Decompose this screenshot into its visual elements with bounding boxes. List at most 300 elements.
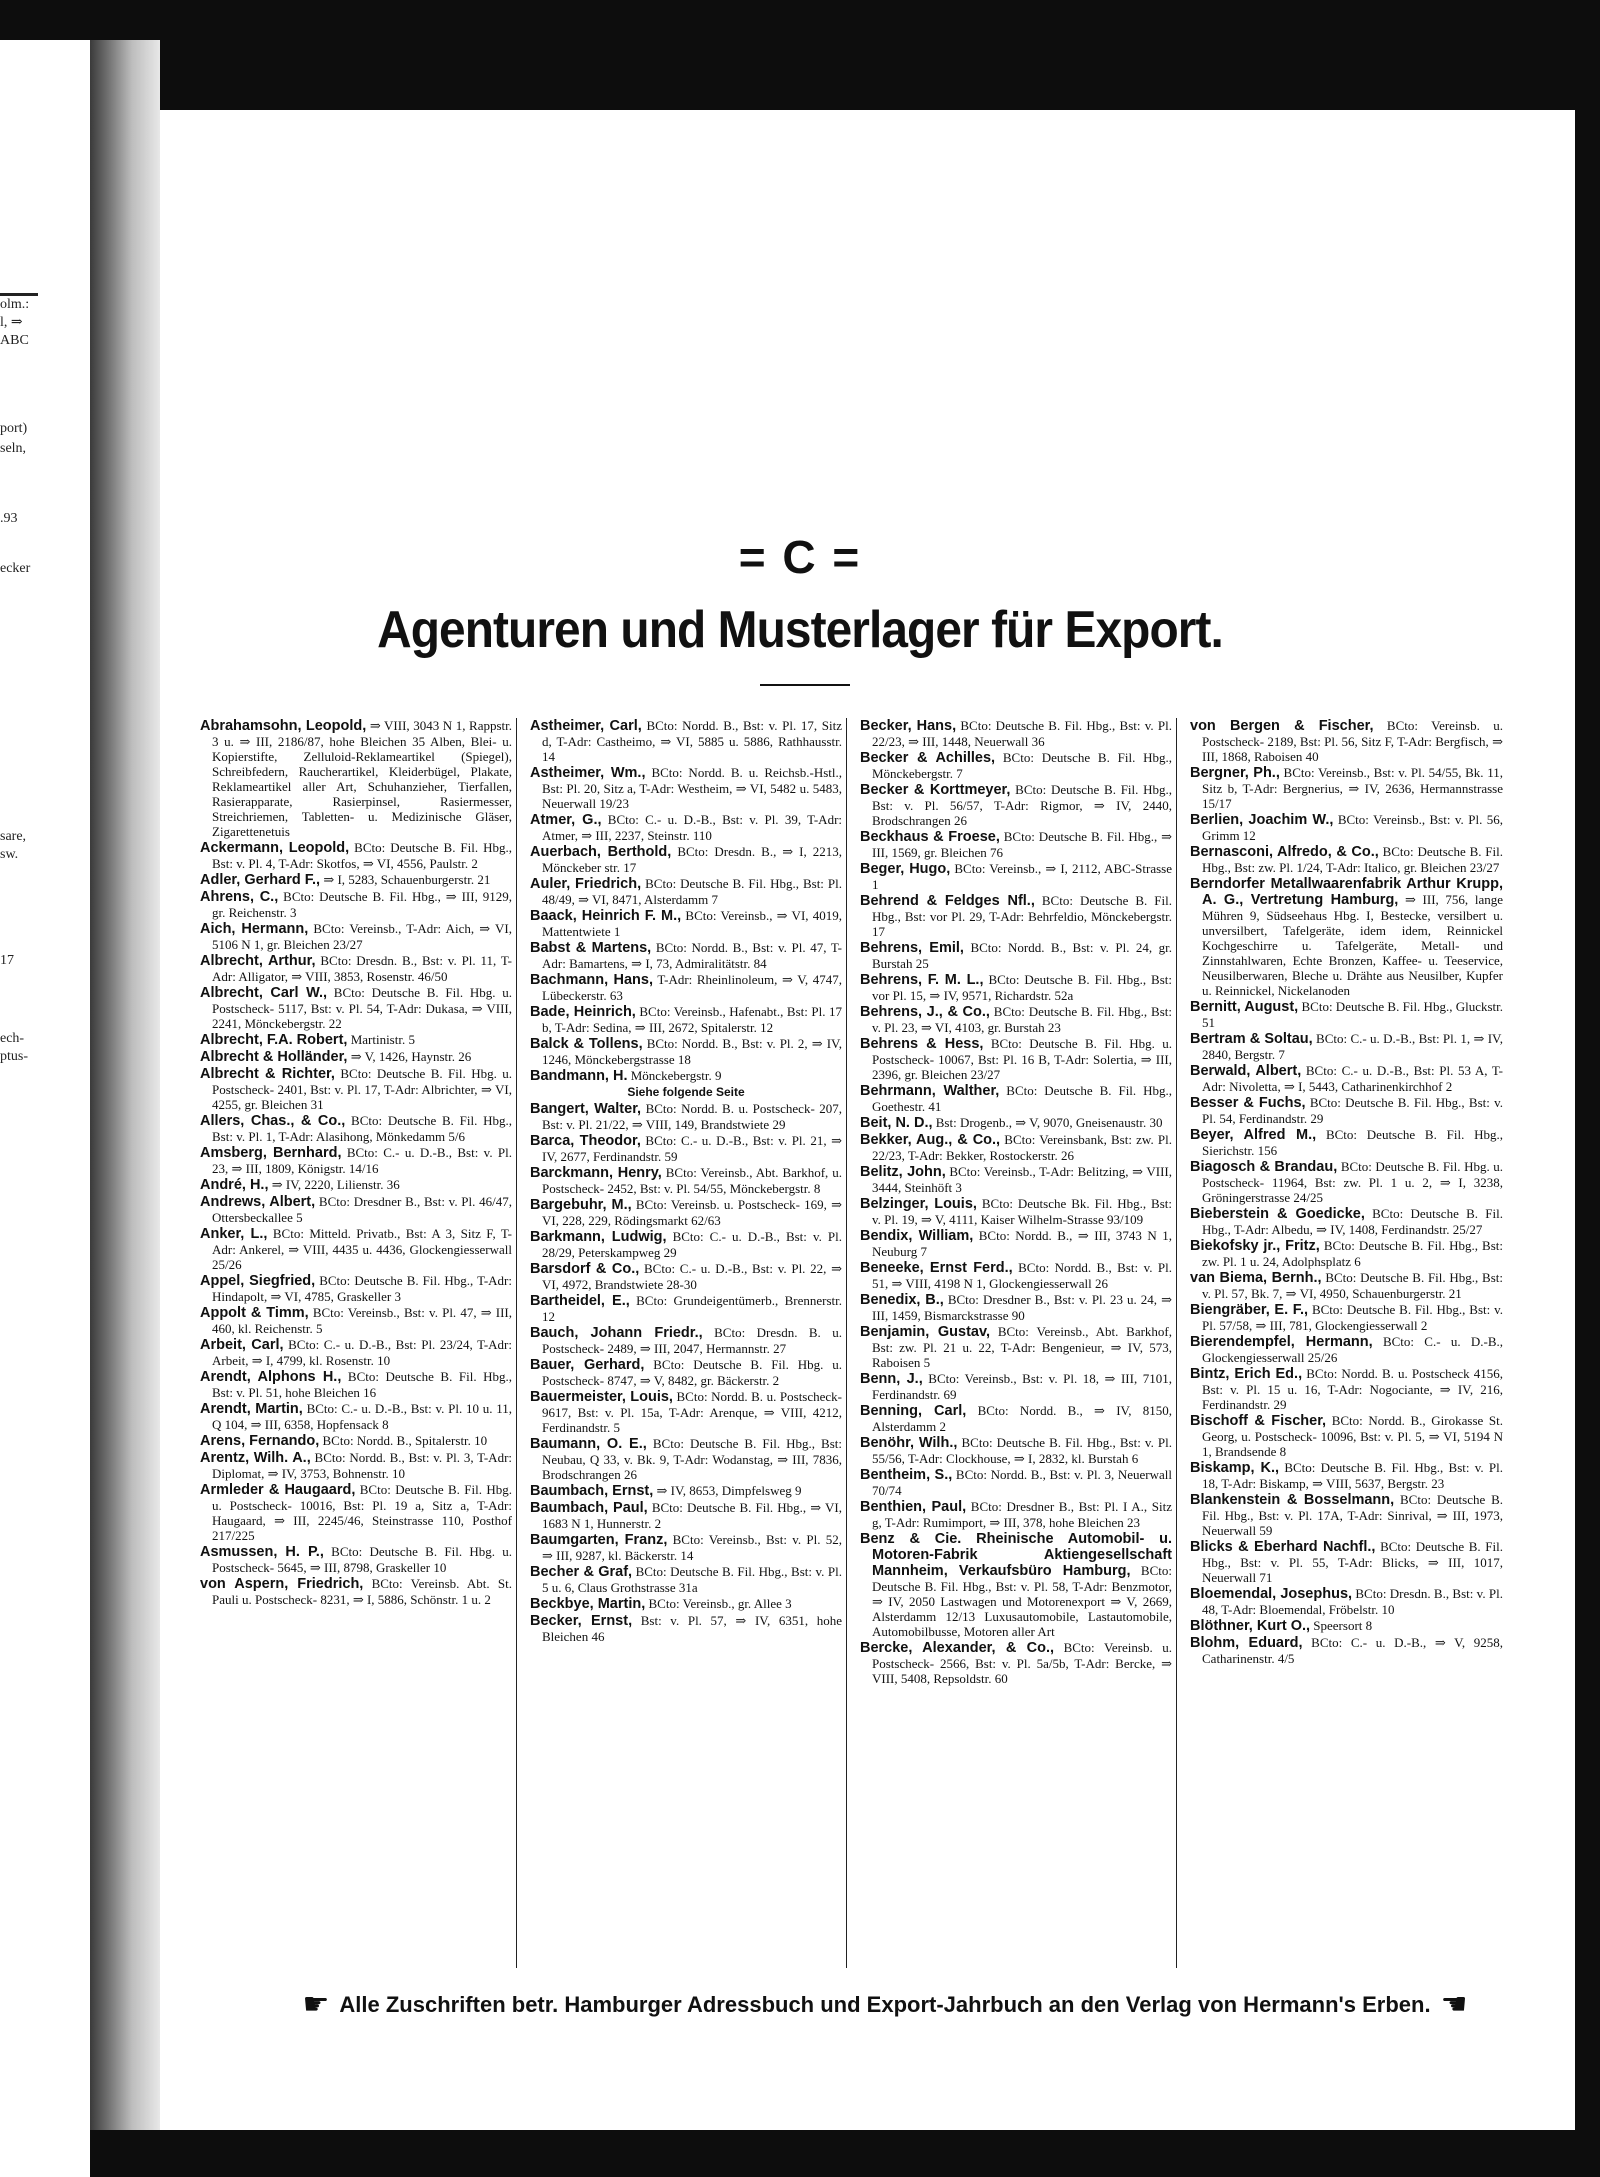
- firm-details: BCto: Deutsche B. Fil. Hbg., Bst: v. Pl. 18, T-Adr: Biskamp, ⇒ VIII, 5637, Bergstr. 23: [1202, 1460, 1504, 1491]
- footer-notice: [190, 1985, 1580, 2025]
- margin-fragment: sw.: [0, 847, 19, 862]
- scan-frame-top: [0, 0, 1600, 110]
- directory-entry: [530, 1357, 842, 1388]
- directory-entry: [530, 1596, 842, 1612]
- directory-entry: [200, 1369, 512, 1400]
- directory-entry: [860, 893, 1172, 939]
- firm-details: ⇒ VIII, 3043 N 1, Rappstr. 3 u. ⇒ III, 2186/87, hohe Bleichen 35 Alben, Blei- u. Kopierstifte, Zelluloid-Reklameartikel (Spiegel), Schreibfedern, Raucherartikel, Kleiderbügel, Plakate, Reklameartikel aller Art, Schuhanzieher, Tierfallen, Rasierapparate, Rasierpinsel, Rasiermesser, Streichriemen, Tabletten- u. Medizinische Gläser, Zigarettenetuis: [212, 718, 513, 839]
- firm-name: Albrecht, F.A. Robert,: [200, 1032, 348, 1048]
- firm-details: BCto: Deutsche B. Fil. Hbg., Bst: v. Pl. 17A, T-Adr: Sinrival, ⇒ III, 1973, Neuerwall 59: [1202, 1492, 1503, 1538]
- directory-entry: [860, 718, 1172, 749]
- previous-page-fragments: [0, 110, 90, 2110]
- directory-entry: [530, 1436, 842, 1482]
- firm-name: Blicks & Eberhard Nachfl.,: [1190, 1539, 1376, 1555]
- directory-entry: [860, 972, 1172, 1003]
- firm-details: BCto: Deutsche B. Fil. Hbg., Bst: v. Pl. 22/23, ⇒ III, 1448, Neuerwall 36: [872, 718, 1172, 749]
- firm-name: Baumbach, Paul,: [530, 1500, 648, 1516]
- firm-name: Bauch, Johann Friedr.,: [530, 1325, 703, 1341]
- directory-entry: [200, 953, 512, 984]
- directory-entry: [860, 1324, 1172, 1370]
- margin-fragment: seln,: [0, 441, 27, 456]
- directory-entry: [200, 1177, 512, 1193]
- firm-details: BCto: Deutsche B. Fil. Hbg., ⇒ VI, 1683 N 1, Hunnerstr. 2: [542, 1500, 843, 1531]
- directory-entry: [860, 1260, 1172, 1291]
- pointing-hand-right-icon: ☛: [302, 1987, 330, 2022]
- margin-fragment: 17: [0, 953, 14, 968]
- directory-entry: [1190, 1238, 1503, 1269]
- firm-name: Bachmann, Hans,: [530, 972, 654, 988]
- firm-details: BCto: Grundeigentümerb., Brennerstr. 12: [542, 1293, 842, 1324]
- firm-name: Baumgarten, Franz,: [530, 1532, 668, 1548]
- scan-frame-corner: [0, 40, 90, 110]
- directory-entry: [530, 1500, 842, 1531]
- firm-name: Biskamp, K.,: [1190, 1460, 1280, 1476]
- firm-details: BCto: Vereinsb., Bst: v. Pl. 47, ⇒ III, 460, kl. Reichenstr. 5: [212, 1305, 513, 1336]
- directory-entry: [530, 1293, 842, 1324]
- firm-details: T-Adr: Rheinlinoleum, ⇒ V, 4747, Lübeckerstr. 63: [542, 972, 843, 1003]
- firm-name: Appel, Siegfried,: [200, 1273, 316, 1289]
- directory-entry: [530, 1613, 842, 1644]
- directory-entry: [860, 1640, 1172, 1686]
- firm-name: Baumann, O. E.,: [530, 1436, 647, 1452]
- firm-name: Bade, Heinrich,: [530, 1004, 636, 1020]
- firm-details: BCto: Nordd. B., Spitalerstr. 10: [322, 1433, 488, 1448]
- directory-entry: [200, 1401, 512, 1432]
- directory-entry: [200, 1433, 512, 1449]
- firm-details: BCto: Deutsche B. Fil. Hbg., T-Adr: Albedu, ⇒ IV, 1408, Ferdinandstr. 25/27: [1202, 1206, 1504, 1237]
- firm-name: Berndorfer Metallwaarenfabrik Arthur Krupp, A. G., Vertretung Hamburg,: [1190, 876, 1503, 908]
- directory-entry: [200, 1066, 512, 1112]
- firm-name: Behrens, J., & Co.,: [860, 1004, 990, 1020]
- title-rule: [760, 684, 850, 686]
- firm-name: Benöhr, Wilh.,: [860, 1435, 958, 1451]
- directory-entry: [1190, 999, 1503, 1030]
- directory-entry: [860, 750, 1172, 781]
- firm-name: Anker, L.,: [200, 1226, 268, 1242]
- firm-details: BCto: Vereinsb., Abt. Barkhof, Bst: zw. Pl. 21 u. 22, T-Adr: Bengenieur, ⇒ IV, 573, Raboisen 5: [872, 1324, 1173, 1370]
- firm-details: BCto: Deutsche B. Fil. Hbg., Bst: v. Pl. 57/58, ⇒ III, 781, Glockengiesserwall 2: [1202, 1302, 1504, 1333]
- firm-details: Speersort 8: [1313, 1618, 1373, 1633]
- firm-details: BCto: Nordd. B., ⇒ III, 3743 N 1, Neuburg 7: [872, 1228, 1172, 1259]
- directory-entry: [530, 1133, 842, 1164]
- firm-name: André, H.,: [200, 1177, 269, 1193]
- firm-details: BCto: Nordd. B. u. Postscheck- 9617, Bst: v. Pl. 15a, T-Adr: Arenque, ⇒ VIII, 4212, Ferdinandstr. 5: [542, 1389, 843, 1435]
- directory-entry: [200, 1226, 512, 1272]
- firm-details: BCto: Deutsche B. Fil. Hbg. u. Postscheck- 10067, Bst: Pl. 16 B, T-Adr: Solertia, ⇒ III, 2396, gr. Bleichen 23/27: [872, 1036, 1173, 1082]
- firm-name: Biagosch & Brandau,: [1190, 1159, 1338, 1175]
- directory-entry: [1190, 1586, 1503, 1617]
- firm-details: Martinistr. 5: [350, 1032, 415, 1047]
- firm-details: BCto: Dresdn. B., Bst: v. Pl. 48, T-Adr: Bloemendal, Fröbelstr. 10: [1202, 1586, 1503, 1617]
- firm-name: Arbeit, Carl,: [200, 1337, 284, 1353]
- section-letter: = C =: [738, 531, 862, 583]
- firm-name: von Bergen & Fischer,: [1190, 718, 1374, 734]
- firm-details: BCto: Nordd. B. u. Postscheck- 207, Bst: v. Pl. 21/22, ⇒ VIII, 149, Brandstwiete 29: [542, 1101, 842, 1132]
- pointing-hand-left-icon: ☚: [1440, 1987, 1468, 2022]
- directory-entry: [1190, 1270, 1503, 1301]
- directory-entry: [530, 908, 842, 939]
- firm-name: Amsberg, Bernhard,: [200, 1145, 342, 1161]
- margin-fragment: ecker: [0, 561, 31, 576]
- directory-entry: [1190, 1366, 1503, 1412]
- margin-fragment: olm.:: [0, 297, 30, 312]
- directory-column-4: [1190, 718, 1507, 1968]
- firm-name: Berlien, Joachim W.,: [1190, 812, 1334, 828]
- firm-name: Auerbach, Berthold,: [530, 844, 672, 860]
- firm-name: Barca, Theodor,: [530, 1133, 641, 1149]
- firm-details: BCto: Deutsche B. Fil. Hbg., Bst: v. Pl. 55/56, T-Adr: Clockhouse, ⇒ I, 2832, kl. Burstah 6: [872, 1435, 1173, 1466]
- firm-details: BCto: Deutsche B. Fil. Hbg., ⇒ III, 9129, gr. Reichenstr. 3: [212, 889, 513, 920]
- firm-name: Abrahamsohn, Leopold,: [200, 718, 367, 734]
- firm-details: BCto: Deutsche B. Fil. Hbg., Gluckstr. 51: [1202, 999, 1504, 1030]
- firm-name: Behrmann, Walther,: [860, 1083, 1000, 1099]
- firm-name: Becker & Korttmeyer,: [860, 782, 1011, 798]
- directory-entry: [530, 1068, 842, 1084]
- firm-details: BCto: Dresdn. B., Bst: v. Pl. 11, T-Adr: Alligator, ⇒ VIII, 3853, Rosenstr. 46/50: [212, 953, 513, 984]
- firm-name: Armleder & Haugaard,: [200, 1482, 356, 1498]
- scan-frame-right: [1575, 0, 1600, 2177]
- firm-name: Atmer, G.,: [530, 812, 602, 828]
- firm-details: BCto: Vereinsb., T-Adr: Aich, ⇒ VI, 5106 N 1, gr. Bleichen 23/27: [212, 921, 512, 952]
- firm-details: BCto: Nordd. B., Bst: v. Pl. 47, T-Adr: Bamartens, ⇒ I, 73, Admiralitätstr. 84: [542, 940, 842, 971]
- firm-name: von Aspern, Friedrich,: [200, 1576, 364, 1592]
- firm-name: Arendt, Martin,: [200, 1401, 303, 1417]
- directory-entry: [1190, 1095, 1503, 1126]
- firm-details: BCto: Deutsche B. Fil. Hbg., Bst: vor Pl. 29, T-Adr: Behrfeldio, Mönckebergstr. 17: [872, 893, 1173, 939]
- firm-name: Asmussen, H. P.,: [200, 1544, 324, 1560]
- firm-details: BCto: Deutsche B. Fil. Hbg., Bst: v. Pl. 4, T-Adr: Skotfos, ⇒ VI, 4556, Paulstr. 2: [212, 840, 512, 871]
- firm-details: BCto: Vereinsb. Abt. St. Pauli u. Postscheck- 8231, ⇒ I, 5886, Schönstr. 1 u. 2: [212, 1576, 513, 1607]
- directory-entry: [860, 861, 1172, 892]
- firm-name: Besser & Fuchs,: [1190, 1095, 1306, 1111]
- directory-entry: [200, 840, 512, 871]
- firm-name: Bercke, Alexander, & Co.,: [860, 1640, 1055, 1656]
- firm-name: Bintz, Erich Ed.,: [1190, 1366, 1303, 1382]
- firm-details: BCto: C.- u. D.-B., Bst: v. Pl. 23, ⇒ III, 1809, Königstr. 14/16: [212, 1145, 512, 1176]
- directory-entry: [530, 876, 842, 907]
- firm-name: Beckbye, Martin,: [530, 1596, 646, 1612]
- firm-name: Bandmann, H.: [530, 1068, 628, 1084]
- directory-entry: [530, 1261, 842, 1292]
- directory-entry: [530, 1389, 842, 1435]
- firm-details: BCto: Deutsche B. Fil. Hbg., Mönckebergstr. 7: [872, 750, 1173, 781]
- firm-name: Bischoff & Fischer,: [1190, 1413, 1327, 1429]
- firm-name: Auler, Friedrich,: [530, 876, 642, 892]
- directory-entry: [860, 1083, 1172, 1114]
- firm-name: Blankenstein & Bosselmann,: [1190, 1492, 1395, 1508]
- directory-entry: [530, 1325, 842, 1356]
- directory-entry: [1190, 765, 1503, 811]
- firm-name: Bergner, Ph.,: [1190, 765, 1280, 781]
- firm-details: ⇒ IV, 8653, Dimpfelsweg 9: [656, 1483, 802, 1498]
- firm-details: BCto: Vereinsb. u. Postscheck- 2189, Bst: Pl. 56, Sitz F, T-Adr: Bergfisch, ⇒ III, 1868, Raboisen 40: [1202, 718, 1503, 764]
- firm-details: BCto: Vereinsb., Bst: v. Pl. 18, ⇒ III, 7101, Ferdinandstr. 69: [872, 1371, 1173, 1402]
- firm-name: Allers, Chas., & Co.,: [200, 1113, 346, 1129]
- firm-name: Belitz, John,: [860, 1164, 946, 1180]
- directory-entry: [860, 940, 1172, 971]
- firm-details: BCto: C.- u. D.-B., Bst: v. Pl. 39, T-Adr: Atmer, ⇒ III, 2237, Steinstr. 110: [542, 812, 843, 843]
- firm-name: van Biema, Bernh.,: [1190, 1270, 1322, 1286]
- firm-name: Arentz, Wilh. A.,: [200, 1450, 311, 1466]
- firm-details: BCto: Deutsche B. Fil. Hbg., Bst: zw. Pl. 1/24, T-Adr: Italico, gr. Bleichen 23/27: [1202, 844, 1504, 875]
- margin-fragment: ptus-: [0, 1049, 28, 1064]
- firm-name: Becher & Graf,: [530, 1564, 633, 1580]
- firm-details: BCto: Deutsche B. Fil. Hbg., Bst: v. Pl. 5 u. 6, Claus Grothstrasse 31a: [542, 1564, 842, 1595]
- directory-entry: [1190, 1460, 1503, 1491]
- firm-details: BCto: Vereinsb., Bst: v. Pl. 54/55, Bk. 11, Sitz b, T-Adr: Bergnerius, ⇒ IV, 2636, Hermannstrasse 15/17: [1202, 765, 1503, 811]
- margin-fragment: .93: [0, 511, 18, 526]
- firm-name: Aich, Hermann,: [200, 921, 309, 937]
- directory-columns: [200, 718, 1560, 1968]
- directory-entry: [860, 1132, 1172, 1163]
- firm-name: Ahrens, C.,: [200, 889, 279, 905]
- firm-details: BCto: Dresdn. B. u. Postscheck- 2489, ⇒ III, 2047, Hermannstr. 27: [542, 1325, 842, 1356]
- firm-details: BCto: C.- u. D.-B., Bst: Pl. 1, ⇒ IV, 2840, Bergstr. 7: [1202, 1031, 1503, 1062]
- directory-entry: [860, 1435, 1172, 1466]
- firm-name: Baack, Heinrich F. M.,: [530, 908, 682, 924]
- margin-fragment: l, ⇒: [0, 315, 23, 330]
- firm-name: Albrecht, Arthur,: [200, 953, 316, 969]
- firm-name: Babst & Martens,: [530, 940, 652, 956]
- firm-details: BCto: Deutsche B. Fil. Hbg., Bst: v. Pl. 54, Ferdinandstr. 29: [1202, 1095, 1503, 1126]
- firm-details: BCto: Vereinsb., gr. Allee 3: [648, 1596, 792, 1611]
- directory-entry: [530, 1101, 842, 1132]
- firm-name: Berwald, Albert,: [1190, 1063, 1302, 1079]
- firm-name: Albrecht & Richter,: [200, 1066, 335, 1082]
- firm-details: BCto: Deutsche B. Fil. Hbg. u. Postscheck- 5645, ⇒ III, 8798, Graskeller 10: [212, 1544, 513, 1575]
- firm-name: Belzinger, Louis,: [860, 1196, 977, 1212]
- firm-details: BCto: C.- u. D.-B., Bst: v. Pl. 10 u. 11, Q 104, ⇒ III, 6358, Hopfensack 8: [212, 1401, 512, 1432]
- firm-details: BCto: Deutsche B. Fil. Hbg., Bst: v. Pl. 1, T-Adr: Alasihong, Mönkedamm 5/6: [212, 1113, 512, 1144]
- firm-details: BCto: Vereinsb., ⇒ I, 2112, ABC-Strasse 1: [872, 861, 1173, 892]
- firm-details: BCto: Deutsche B. Fil. Hbg. u. Postscheck- 2401, Bst: v. Pl. 17, T-Adr: Albrichter, ⇒ VI, 4255, gr. Bleichen 31: [212, 1066, 513, 1112]
- directory-entry: [200, 889, 512, 920]
- directory-entry: [200, 1450, 512, 1481]
- firm-name: Arens, Fernando,: [200, 1433, 320, 1449]
- firm-name: Astheimer, Wm.,: [530, 765, 646, 781]
- firm-details: BCto: Deutsche B. Fil. Hbg., ⇒ III, 1569, gr. Bleichen 76: [872, 829, 1172, 860]
- directory-entry: [860, 1499, 1172, 1530]
- directory-entry: [530, 1036, 842, 1067]
- firm-details: BCto: Deutsche B. Fil. Hbg., Bst: zw. Pl. 1 u. 24, Adolphsplatz 6: [1202, 1238, 1503, 1269]
- directory-entry: [530, 765, 842, 811]
- firm-name: Albrecht, Carl W.,: [200, 985, 328, 1001]
- directory-entry: [200, 1113, 512, 1144]
- directory-entry: [1190, 1302, 1503, 1333]
- firm-details: BCto: Nordd. B. u. Reichsb.-Hstl., Bst: Pl. 20, Sitz a, T-Adr: Westheim, ⇒ VI, 5482 u. 5483, Neuerwall 19/23: [542, 765, 843, 811]
- directory-entry: [530, 1229, 842, 1260]
- firm-details: BCto: Vereinsb., ⇒ VI, 4019, Mattentwiete 1: [542, 908, 842, 939]
- margin-fragment: ABC: [0, 333, 29, 348]
- margin-fragment: ech-: [0, 1031, 25, 1046]
- directory-entry: [200, 1145, 512, 1176]
- directory-entry: [860, 1004, 1172, 1035]
- firm-name: Barckmann, Henry,: [530, 1165, 662, 1181]
- page-title: Agenturen und Musterlager für Export.: [377, 601, 1223, 659]
- firm-details: BCto: Deutsche B. Fil. Hbg. u. Postscheck- 11964, Bst: zw. Pl. 1 u. 2, ⇒ I, 3238, Gröningerstrasse 24/25: [1202, 1159, 1504, 1205]
- firm-name: Bernasconi, Alfredo, & Co.,: [1190, 844, 1379, 860]
- directory-entry: [200, 872, 512, 888]
- firm-details: BCto: Deutsche B. Fil. Hbg. u. Postscheck- 10016, Bst: Pl. 19 a, Sitz a, T-Adr: Haugaard, ⇒ III, 2245/46, Steinstrasse 110, Posthof 217/225: [212, 1482, 512, 1543]
- firm-details: BCto: Vereinsb., Abt. Barkhof, u. Postscheck- 2452, Bst: v. Pl. 54/55, Mönckebergstr. 8: [542, 1165, 843, 1196]
- directory-entry: [860, 1036, 1172, 1082]
- firm-details: ⇒ IV, 2220, Lilienstr. 36: [271, 1177, 400, 1192]
- directory-entry: [200, 1032, 512, 1048]
- firm-details: BCto: Deutsche Bk. Fil. Hbg., Bst: v. Pl. 19, ⇒ V, 4111, Kaiser Wilhelm-Strasse 93/109: [872, 1196, 1173, 1227]
- firm-details: BCto: C.- u. D.-B., ⇒ V, 9258, Catharinenstr. 4/5: [1202, 1635, 1504, 1666]
- firm-name: Bertram & Soltau,: [1190, 1031, 1313, 1047]
- firm-name: Blohm, Eduard,: [1190, 1635, 1303, 1651]
- firm-name: Ackermann, Leopold,: [200, 840, 350, 856]
- directory-entry: [860, 782, 1172, 828]
- firm-details: BCto: Dresdner B., Bst: v. Pl. 23 u. 24, ⇒ III, 1459, Bismarckstrasse 90: [872, 1292, 1172, 1323]
- directory-entry: [1190, 1334, 1503, 1365]
- firm-name: Beneeke, Ernst Ferd.,: [860, 1260, 1013, 1276]
- directory-column-3: [860, 718, 1177, 1968]
- firm-name: Andrews, Albert,: [200, 1194, 316, 1210]
- firm-name: Becker, Hans,: [860, 718, 957, 734]
- cross-reference-note: Siehe folgende Seite: [627, 1085, 745, 1099]
- firm-details: BCto: Deutsche B. Fil. Hbg., Bst: v. Pl. 58, T-Adr: Benzmotor, ⇒ IV, 2050 Lastwagen und Motorenexport ⇒ V, 2669, Alsterdamm 12/13 Luxusautomobile, Lastautomobile, Automobilbusse, Motoren aller Art: [872, 1563, 1172, 1639]
- directory-entry: [1190, 1635, 1503, 1666]
- firm-name: Behrens, F. M. L.,: [860, 972, 984, 988]
- firm-name: Astheimer, Carl,: [530, 718, 642, 734]
- directory-entry: [860, 1371, 1172, 1402]
- directory-entry: [530, 718, 842, 764]
- firm-details: ⇒ V, 1426, Haynstr. 26: [350, 1049, 472, 1064]
- directory-entry: [860, 1403, 1172, 1434]
- directory-entry: [530, 972, 842, 1003]
- firm-name: Behrend & Feldges Nfl.,: [860, 893, 1035, 909]
- directory-entry: [200, 1049, 512, 1065]
- firm-details: BCto: C.- u. D.-B., Bst: v. Pl. 22, ⇒ VI, 4972, Brandstwiete 28-30: [542, 1261, 843, 1292]
- directory-entry: [200, 921, 512, 952]
- directory-entry: [1190, 1492, 1503, 1538]
- firm-details: ⇒ III, 756, lange Mühren 9, Südseehaus Hbg. I, Bestecke, versilbert u. unversilbert, Tafelgeräte, idem idem, Reinnickel Kochgeschirre u. Tafelgeräte, Metall- und Zinnstahlwaren, Echte Bronzen, Kaffee- u. Teeservice, Neusilberwaren, Bleche u. Drähte aus Neusilber, Kupfer u. Reinnickel, Nickelanoden: [1202, 892, 1503, 998]
- firm-name: Bentheim, S.,: [860, 1467, 953, 1483]
- firm-name: Albrecht & Holländer,: [200, 1049, 348, 1065]
- firm-name: Biengräber, E. F.,: [1190, 1302, 1309, 1318]
- firm-name: Adler, Gerhard F.,: [200, 872, 321, 888]
- firm-name: Benn, J.,: [860, 1371, 923, 1387]
- directory-entry: [1190, 1063, 1503, 1094]
- firm-name: Bieberstein & Goedicke,: [1190, 1206, 1365, 1222]
- firm-details: BCto: Deutsche B. Fil. Hbg. u. Postscheck- 5117, Bst: v. Pl. 54, T-Adr: Dukasa, ⇒ VIII, 2241, Mönckebergstr. 22: [212, 985, 512, 1031]
- firm-details: BCto: Vereinsb. u. Postscheck- 169, ⇒ VI, 228, 229, Rödingsmarkt 62/63: [542, 1197, 842, 1228]
- directory-entry: [530, 1165, 842, 1196]
- directory-entry: [200, 1576, 512, 1607]
- firm-name: Arendt, Alphons H.,: [200, 1369, 342, 1385]
- directory-entry: [1190, 1159, 1503, 1205]
- scan-frame-bottom: [90, 2130, 1600, 2177]
- directory-entry: [860, 1164, 1172, 1195]
- directory-entry: [860, 1467, 1172, 1498]
- firm-details: ⇒ I, 5283, Schauenburgerstr. 21: [323, 872, 491, 887]
- firm-details: BCto: C.- u. D.-B., Bst: v. Pl. 21, ⇒ IV, 2677, Ferdinandstr. 59: [542, 1133, 842, 1164]
- book-gutter: [90, 40, 160, 2130]
- firm-name: Bauer, Gerhard,: [530, 1357, 645, 1373]
- directory-entry: [1190, 1539, 1503, 1585]
- margin-fragment: port): [0, 421, 28, 436]
- directory-entry: [860, 1531, 1172, 1639]
- firm-details: BCto: Deutsche B. Fil. Hbg., Bst: v. Pl. 56/57, T-Adr: Rigmor, ⇒ IV, 2440, Brodschrangen 26: [872, 782, 1173, 828]
- footer-text: Alle Zuschriften betr. Hamburger Adressbuch und Export-Jahrbuch an den Verlag von Hermann's Erben.: [339, 1992, 1431, 2017]
- firm-name: Bargebuhr, M.,: [530, 1197, 632, 1213]
- firm-details: BCto: Nordd. B., Bst: v. Pl. 2, ⇒ IV, 1246, Mönckebergstrasse 18: [542, 1036, 842, 1067]
- firm-name: Behrens & Hess,: [860, 1036, 984, 1052]
- directory-entry: [200, 1273, 512, 1304]
- firm-details: BCto: Nordd. B., ⇒ IV, 8150, Alsterdamm 2: [872, 1403, 1172, 1434]
- firm-name: Balck & Tollens,: [530, 1036, 643, 1052]
- firm-details: BCto: Nordd. B., Bst: v. Pl. 3, Neuerwall 70/74: [872, 1467, 1172, 1498]
- directory-entry: [860, 1115, 1172, 1131]
- firm-details: BCto: Dresdn. B., ⇒ I, 2213, Mönckeber str. 17: [542, 844, 842, 875]
- firm-name: Bekker, Aug., & Co.,: [860, 1132, 1001, 1148]
- directory-entry: [1190, 1413, 1503, 1459]
- firm-name: Biekofsky jr., Fritz,: [1190, 1238, 1320, 1254]
- firm-name: Bangert, Walter,: [530, 1101, 642, 1117]
- directory-column-2: [530, 718, 847, 1968]
- directory-entry: [200, 985, 512, 1031]
- scan-frame-bottom-corner: [0, 2125, 90, 2177]
- firm-details: BCto: Deutsche B. Fil. Hbg., Bst: v. Pl. 55, T-Adr: Blicks, ⇒ III, 1017, Neuerwall 71: [1202, 1539, 1503, 1585]
- firm-details: BCto: Deutsche B. Fil. Hbg., T-Adr: Hindapolt, ⇒ VI, 4785, Graskeller 3: [212, 1273, 512, 1304]
- directory-column-1: [200, 718, 517, 1968]
- firm-details: BCto: Vereinsb., T-Adr: Belitzing, ⇒ VIII, 3444, Steinhöft 3: [872, 1164, 1172, 1195]
- firm-name: Blöthner, Kurt O.,: [1190, 1618, 1311, 1634]
- firm-name: Barsdorf & Co.,: [530, 1261, 640, 1277]
- directory-entry: [860, 1292, 1172, 1323]
- firm-details: BCto: Nordd. B., Girokasse St. Georg, u. Postscheck- 10096, Bst: v. Pl. 5, ⇒ VI, 5194 N 1, Brandsende 8: [1202, 1413, 1503, 1459]
- firm-details: Bst: Drogenb., ⇒ V, 9070, Gneisenaustr. 30: [935, 1115, 1163, 1130]
- directory-entry: [1190, 876, 1503, 998]
- firm-details: BCto: Nordd. B., Bst: v. Pl. 3, T-Adr: Diplomat, ⇒ IV, 3753, Bohnenstr. 10: [212, 1450, 513, 1481]
- directory-entry: [200, 1544, 512, 1575]
- directory-entry: [200, 1194, 512, 1225]
- directory-entry: [1190, 1127, 1503, 1158]
- firm-details: BCto: C.- u. D.-B., Glockengiesserwall 25/26: [1202, 1334, 1503, 1365]
- firm-name: Bendix, William,: [860, 1228, 974, 1244]
- firm-details: BCto: Deutsche B. Fil. Hbg., Bst: Pl. 48/49, ⇒ VI, 8471, Alsterdamm 7: [542, 876, 842, 907]
- directory-entry: [530, 1004, 842, 1035]
- directory-entry: [200, 1305, 512, 1336]
- firm-details: BCto: Nordd. B., Bst: v. Pl. 17, Sitz d, T-Adr: Castheimo, ⇒ VI, 5885 u. 5886, Rathhausstr. 14: [542, 718, 842, 764]
- firm-name: Behrens, Emil,: [860, 940, 964, 956]
- firm-details: BCto: Deutsche B. Fil. Hbg., Bst: v. Pl. 57, Bk. 7, ⇒ VI, 4950, Schauenburgerstr. 21: [1202, 1270, 1504, 1301]
- directory-entry: [530, 1197, 842, 1228]
- firm-name: Barkmann, Ludwig,: [530, 1229, 667, 1245]
- directory-entry: [200, 718, 512, 839]
- directory-entry: [1190, 1206, 1503, 1237]
- firm-name: Becker, Ernst,: [530, 1613, 633, 1629]
- directory-entry: [1190, 718, 1503, 764]
- firm-details: BCto: Nordd. B., Bst: v. Pl. 51, ⇒ VIII, 4198 N 1, Glockengiesserwall 26: [872, 1260, 1173, 1291]
- firm-details: Bst: v. Pl. 57, ⇒ IV, 6351, hohe Bleichen 46: [542, 1613, 843, 1644]
- firm-details: BCto: Deutsche B. Fil. Hbg., Sierichstr. 156: [1202, 1127, 1504, 1158]
- directory-entry: [200, 1482, 512, 1543]
- firm-details: BCto: Vereinsb., Hafenabt., Bst: Pl. 17 b, T-Adr: Sedina, ⇒ III, 2672, Spitalerstr. 12: [542, 1004, 843, 1035]
- directory-entry: [860, 1228, 1172, 1259]
- firm-name: Benning, Carl,: [860, 1403, 967, 1419]
- directory-entry: [200, 1337, 512, 1368]
- directory-entry: [530, 1483, 842, 1499]
- firm-name: Benz & Cie. Rheinische Automobil- u. Motoren-Fabrik Aktiengesellschaft Mannheim, Verkaufsbüro Hamburg,: [860, 1531, 1172, 1579]
- firm-name: Benthien, Paul,: [860, 1499, 967, 1515]
- directory-entry: [530, 1564, 842, 1595]
- firm-name: Bloemendal, Josephus,: [1190, 1586, 1353, 1602]
- firm-details: BCto: C.- u. D.-B., Bst: v. Pl. 28/29, Peterskampweg 29: [542, 1229, 842, 1260]
- firm-details: BCto: C.- u. D.-B., Bst: Pl. 23/24, T-Adr: Arbeit, ⇒ I, 4799, kl. Rosenstr. 10: [212, 1337, 513, 1368]
